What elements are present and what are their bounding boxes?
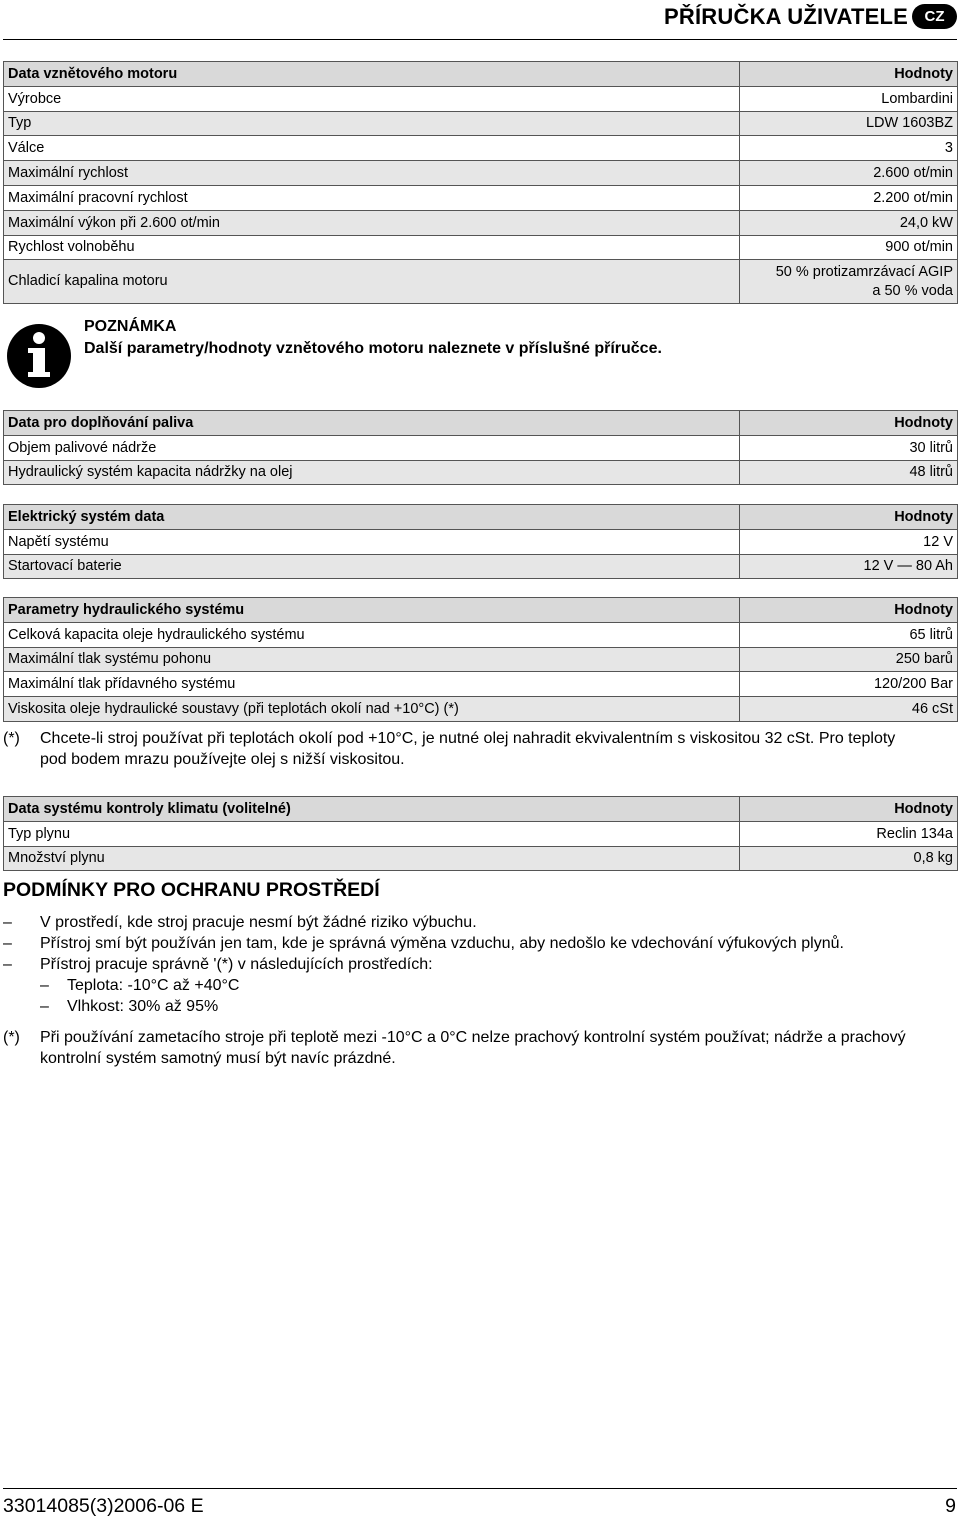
row-label: Množství plynu <box>4 846 740 871</box>
row-label: Výrobce <box>4 86 740 111</box>
footnote-mark: (*) <box>3 730 20 747</box>
row-value: 24,0 kW <box>740 210 958 235</box>
page-number: 9 <box>945 1495 956 1517</box>
values-heading: Hodnoty <box>740 505 958 530</box>
list-item-text: V prostředí, kde stroj pracuje nesmí být žádné riziko výbuchu. <box>40 914 477 931</box>
table-row <box>4 647 958 672</box>
list-dash: – <box>3 914 12 931</box>
table-row <box>4 697 958 722</box>
table-row <box>4 529 958 554</box>
row-value: 120/200 Bar <box>740 672 958 697</box>
list-subitem-text: Vlhkost: 30% až 95% <box>67 998 219 1015</box>
table-row <box>4 185 958 210</box>
hydraulic-footnote <box>3 728 958 770</box>
electric-data-table <box>3 504 958 579</box>
row-value: 2.600 ot/min <box>740 161 958 186</box>
coolant-value-line: a 50 % voda <box>872 282 953 299</box>
table-header-row <box>4 797 958 822</box>
row-label: Maximální tlak přídavného systému <box>4 672 740 697</box>
row-value: 900 ot/min <box>740 235 958 260</box>
table-heading: Data pro doplňování paliva <box>4 411 740 436</box>
row-label: Hydraulický systém kapacita nádržky na olej <box>4 460 740 485</box>
row-value <box>740 260 958 304</box>
table-row <box>4 821 958 846</box>
row-value: 48 litrů <box>740 460 958 485</box>
table-row <box>4 136 958 161</box>
row-value: 46 cSt <box>740 697 958 722</box>
row-value: LDW 1603BZ <box>740 111 958 136</box>
row-value: Reclin 134a <box>740 821 958 846</box>
list-subitem-text: Teplota: -10°C až +40°C <box>67 977 240 994</box>
header-divider <box>3 39 957 40</box>
table-heading: Data vznětového motoru <box>4 62 740 87</box>
table-row <box>4 260 958 304</box>
row-value: 2.200 ot/min <box>740 185 958 210</box>
table-row <box>4 111 958 136</box>
values-heading: Hodnoty <box>740 62 958 87</box>
document-title: PŘÍRUČKA UŽIVATELE <box>664 4 908 29</box>
table-row <box>4 554 958 579</box>
fuel-data-table <box>3 410 958 485</box>
table-header-row <box>4 411 958 436</box>
row-value: 65 litrů <box>740 622 958 647</box>
note-title: POZNÁMKA <box>84 318 177 335</box>
table-heading: Data systému kontroly klimatu (volitelné) <box>4 797 740 822</box>
footnote-line: Při používání zametacího stroje při teplotě mezi -10°C a 0°C nelze prachový kontrolní systém používat; nádrže a prachový <box>40 1029 906 1046</box>
table-header-row <box>4 598 958 623</box>
table-row <box>4 161 958 186</box>
table-row <box>4 435 958 460</box>
note-text: Další parametry/hodnoty vznětového motoru naleznete v příslušné příručce. <box>84 340 662 357</box>
row-label: Maximální rychlost <box>4 161 740 186</box>
row-value: Lombardini <box>740 86 958 111</box>
row-label: Chladicí kapalina motoru <box>4 260 740 304</box>
environment-footnote <box>3 1027 958 1069</box>
row-label: Objem palivové nádrže <box>4 435 740 460</box>
engine-data-table <box>3 61 958 304</box>
row-label: Maximální výkon při 2.600 ot/min <box>4 210 740 235</box>
row-label: Napětí systému <box>4 529 740 554</box>
values-heading: Hodnoty <box>740 598 958 623</box>
table-row <box>4 622 958 647</box>
row-value: 3 <box>740 136 958 161</box>
hydraulic-data-table <box>3 597 958 722</box>
climate-data-table <box>3 796 958 871</box>
row-value: 250 barů <box>740 647 958 672</box>
list-dash: – <box>3 956 12 973</box>
environment-title: PODMÍNKY PRO OCHRANU PROSTŘEDÍ <box>3 879 380 901</box>
list-dash: – <box>40 977 49 994</box>
row-label: Typ <box>4 111 740 136</box>
list-item-text: Přístroj smí být používán jen tam, kde je správná výměna vzduchu, aby nedošlo ke vdechování výfukových plynů. <box>40 935 844 952</box>
table-header-row <box>4 62 958 87</box>
table-row <box>4 846 958 871</box>
footnote-line: kontrolní systém samotný musí být navíc prázdné. <box>40 1050 396 1067</box>
table-heading: Parametry hydraulického systému <box>4 598 740 623</box>
row-value: 30 litrů <box>740 435 958 460</box>
row-label: Maximální pracovní rychlost <box>4 185 740 210</box>
row-value: 12 V — 80 Ah <box>740 554 958 579</box>
row-label: Typ plynu <box>4 821 740 846</box>
row-label: Celková kapacita oleje hydraulického systému <box>4 622 740 647</box>
table-row <box>4 235 958 260</box>
row-value: 12 V <box>740 529 958 554</box>
table-row <box>4 672 958 697</box>
list-item-text: Přístroj pracuje správně '(*) v následujících prostředích: <box>40 956 433 973</box>
info-icon <box>6 323 72 389</box>
footnote-mark: (*) <box>3 1029 20 1046</box>
footer-divider <box>3 1488 957 1489</box>
table-row <box>4 86 958 111</box>
values-heading: Hodnoty <box>740 411 958 436</box>
document-code: 33014085(3)2006-06 E <box>3 1495 204 1517</box>
row-label: Válce <box>4 136 740 161</box>
table-header-row <box>4 505 958 530</box>
footnote-line: pod bodem mrazu používejte olej s nižší viskositou. <box>40 751 405 768</box>
page-header <box>0 0 960 40</box>
list-dash: – <box>3 935 12 952</box>
values-heading: Hodnoty <box>740 797 958 822</box>
row-value: 0,8 kg <box>740 846 958 871</box>
coolant-value-line: 50 % protizamrzávací AGIP <box>775 263 953 280</box>
row-label: Startovací baterie <box>4 554 740 579</box>
table-row <box>4 210 958 235</box>
table-row <box>4 460 958 485</box>
footnote-line: Chcete-li stroj používat při teplotách okolí pod +10°C, je nutné olej nahradit ekvivalentním s viskositou 32 cSt. Pro teploty <box>40 730 896 747</box>
list-dash: – <box>40 998 49 1015</box>
row-label: Maximální tlak systému pohonu <box>4 647 740 672</box>
row-label: Viskosita oleje hydraulické soustavy (při teplotách okolí nad +10°C) (*) <box>4 697 740 722</box>
table-heading: Elektrický systém data <box>4 505 740 530</box>
language-badge: CZ <box>912 4 957 29</box>
row-label: Rychlost volnoběhu <box>4 235 740 260</box>
